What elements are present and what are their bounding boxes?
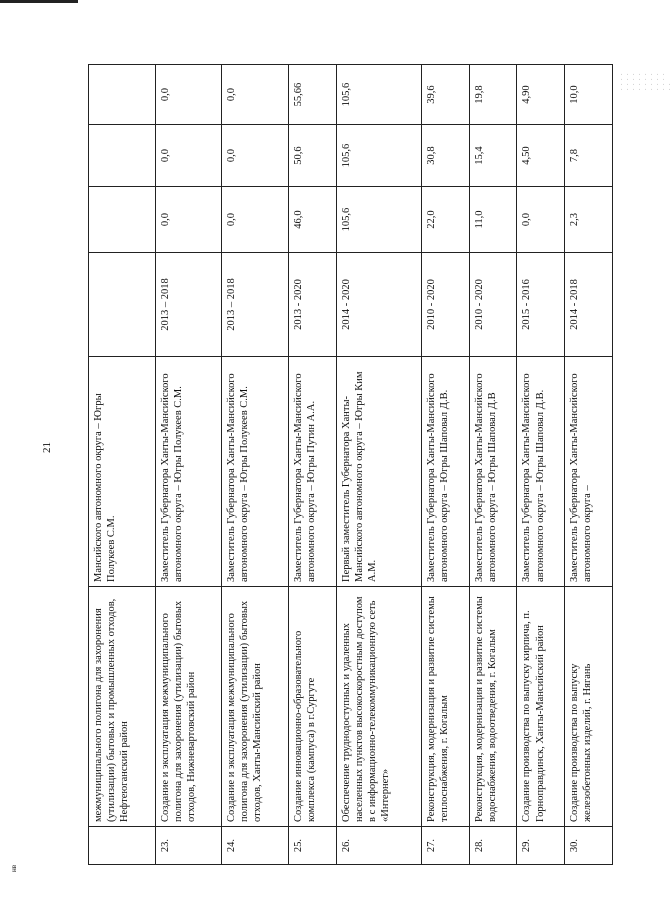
value-3: 55,66 [288,65,336,125]
project-name: Обеспечение труднодоступных и удаленных населенных пунктов высокоскоростным доступом в с информационно-телекоммуникационную сеть «Интернет» [336,587,421,827]
implementation-period [89,253,156,357]
responsible-person: Мансийского автономного округа – Югры Полукеев С.М. [89,357,156,587]
responsible-person: Заместитель Губернатора Ханты-Мансийского автономного округа – Югры Путин А.А. [288,357,336,587]
footer-mark: нв [10,864,18,872]
project-name: межмуниципального полигона для захоронения (утилизации) бытовых и промышленных отходов, Нефтеюганский район [89,587,156,827]
table-row [155,65,222,865]
responsible-person: Заместитель Губернатора Ханты-Мансийского автономного округа – [565,357,613,587]
value-1: 105,6 [336,187,421,253]
value-3: 10,0 [565,65,613,125]
value-3: 19,8 [469,65,517,125]
table-row [336,65,421,865]
responsible-person: Заместитель Губернатора Ханты-Мансийского автономного округа – Югры Шаповал Д.В. [421,357,469,587]
value-1: 2,3 [565,187,613,253]
project-name: Реконструкция, модернизация и развитие системы водоснабжения, водоотведения, г. Когалым [469,587,517,827]
value-2: 15,4 [469,125,517,187]
implementation-period: 2014 - 2018 [565,253,613,357]
implementation-period: 2010 - 2020 [469,253,517,357]
row-number: 28. [469,827,517,865]
responsible-person: Заместитель Губернатора Ханты-Мансийского автономного округа – Югры Полукеев С.М. [222,357,289,587]
top-rule [0,0,78,3]
table-row [288,65,336,865]
table-row [565,65,613,865]
scan-edge-mark: . . . . . . . . . . . . . . . . . . . . . . . . . . . . . . . . . . [618,72,672,90]
page-number: 21 [41,442,53,453]
row-number: 26. [336,827,421,865]
value-1: 0,0 [222,187,289,253]
table-row [469,65,517,865]
value-1: 22,0 [421,187,469,253]
value-2: 105,6 [336,125,421,187]
row-number: 29. [517,827,565,865]
implementation-period: 2013 - 2020 [288,253,336,357]
row-number: 24. [222,827,289,865]
value-1: 0,0 [155,187,222,253]
value-3: 39,6 [421,65,469,125]
responsible-person: Заместитель Губернатора Ханты-Мансийского автономного округа – Югры Шаповал Д.В. [517,357,565,587]
project-name: Реконструкция, модернизация и развитие системы теплоснабжения, г. Когалым [421,587,469,827]
value-3 [89,65,156,125]
implementation-period: 2010 - 2020 [421,253,469,357]
implementation-period: 2013 – 2018 [222,253,289,357]
project-name: Создание и эксплуатация межмуниципального полигона для захоронения (утилизации) бытовых отходов, Нижневартовский район [155,587,222,827]
project-name: Создание инновационно-образовательного комплекса (кампуса) в г.Сургуте [288,587,336,827]
value-1: 46,0 [288,187,336,253]
value-2 [89,125,156,187]
row-number: 27. [421,827,469,865]
row-number: 30. [565,827,613,865]
projects-table [88,64,613,865]
table-body [89,65,613,865]
projects-table-rotated [88,65,613,865]
value-1: 0,0 [517,187,565,253]
row-number: 25. [288,827,336,865]
implementation-period: 2013 – 2018 [155,253,222,357]
table-row [222,65,289,865]
project-name: Создание производства по выпуску кирпича, п. Горноправдинск, Ханты-Мансийский район [517,587,565,827]
table-row [421,65,469,865]
value-3: 4,90 [517,65,565,125]
value-1: 11,0 [469,187,517,253]
implementation-period: 2014 - 2020 [336,253,421,357]
value-2: 0,0 [222,125,289,187]
project-name: Создание и эксплуатация межмуниципального полигона для захоронения (утилизации) бытовых отходов, Ханты-Мансийский район [222,587,289,827]
value-2: 0,0 [155,125,222,187]
row-number [89,827,156,865]
table-row [517,65,565,865]
responsible-person: Заместитель Губернатора Ханты-Мансийского автономного округа – Югры Полукеев С.М. [155,357,222,587]
project-name: Создание производства по выпуску железобетонных изделий, г. Нягань [565,587,613,827]
value-2: 30,8 [421,125,469,187]
value-1 [89,187,156,253]
table-row [89,65,156,865]
responsible-person: Заместитель Губернатора Ханты-Мансийского автономного округа – Югры Шаповал Д.В [469,357,517,587]
value-2: 4,50 [517,125,565,187]
value-3: 0,0 [222,65,289,125]
value-2: 50,6 [288,125,336,187]
responsible-person: Первый заместитель Губернатора Ханты-Мансийского автономного округа – Югры Ким А.М. [336,357,421,587]
implementation-period: 2015 - 2016 [517,253,565,357]
value-3: 0,0 [155,65,222,125]
value-3: 105,6 [336,65,421,125]
row-number: 23. [155,827,222,865]
value-2: 7,8 [565,125,613,187]
